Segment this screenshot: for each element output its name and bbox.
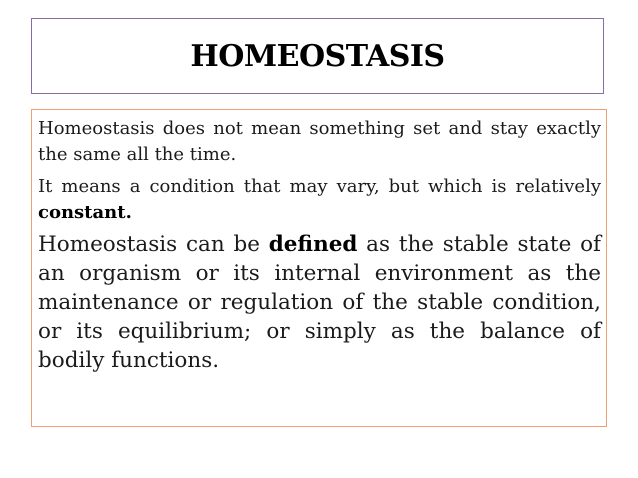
paragraph-3-text-start: Homeostasis can be [38, 232, 269, 257]
paragraph-2 [38, 174, 601, 226]
paragraph-2-emphasis: constant. [38, 202, 132, 223]
paragraph-1 [38, 116, 601, 168]
paragraph-2-text: It means a condition that may vary, but which is relatively [38, 176, 601, 197]
paragraph-1-text: Homeostasis does not mean something set and stay exactly the same all the time. [38, 118, 601, 165]
slide-title: HOMEOSTASIS [190, 38, 445, 74]
title-box [31, 18, 604, 94]
paragraph-3-emphasis: defined [268, 232, 358, 257]
paragraph-3-text-end: as the stable state of an organism or its internal environment as the maintenance or regulation of the stable condition, or its equilibrium; or simply as the balance of bodily functions. [38, 232, 601, 373]
paragraph-3 [38, 230, 601, 375]
content-box [31, 109, 607, 427]
